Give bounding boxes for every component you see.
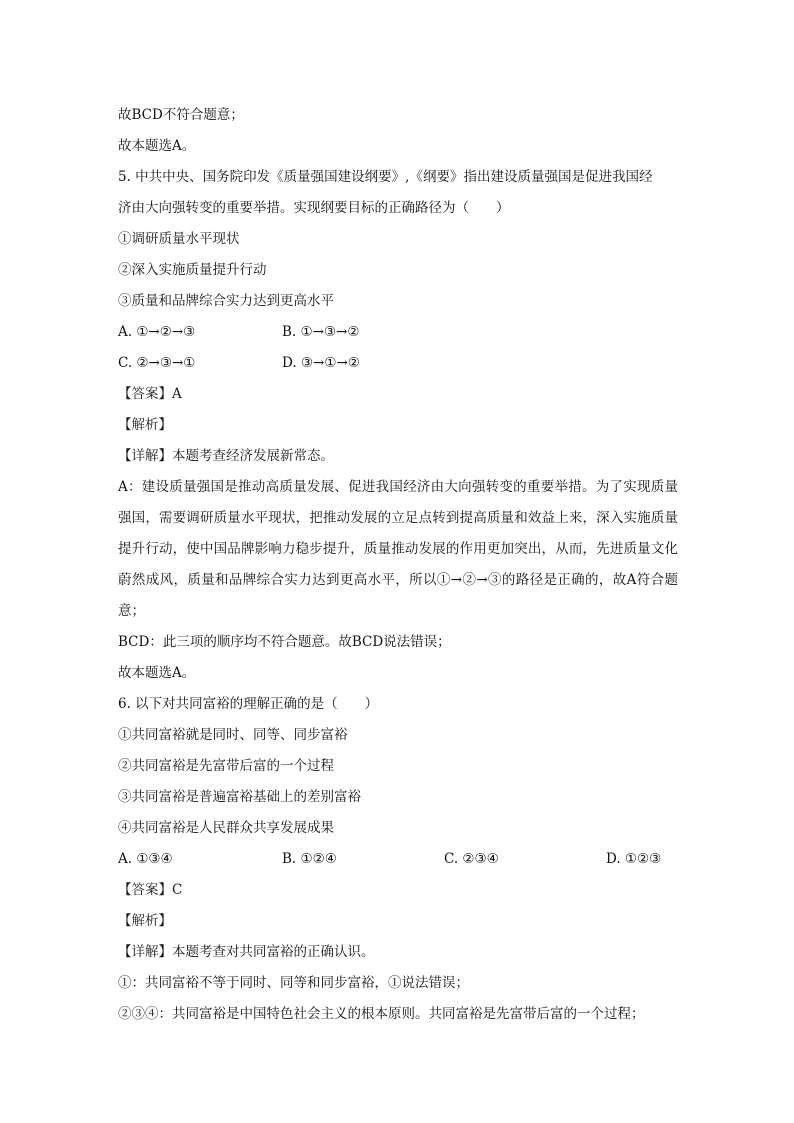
option-b: B. ①→③→② xyxy=(282,324,360,340)
question-6-item: ②共同富裕是先富带后富的一个过程 xyxy=(118,758,334,774)
question-6-item: ①共同富裕就是同时、同等、同步富裕 xyxy=(118,727,348,743)
option-a: A. ①→②→③ xyxy=(118,324,196,340)
question-6-detail: 【详解】本题考查对共同富裕的正确认识。 xyxy=(118,944,375,960)
question-5-explanation-bcd: BCD：此三项的顺序均不符合题意。故BCD说法错误； xyxy=(118,634,451,650)
text-line: 故本题选A。 xyxy=(118,138,196,154)
question-6-answer: 【答案】C xyxy=(118,882,183,898)
question-5-options-row-1 xyxy=(118,317,678,348)
question-5-analysis-label: 【解析】 xyxy=(118,417,172,433)
option-d: D. ①②③ xyxy=(606,851,662,867)
question-5-answer: 【答案】A xyxy=(118,386,182,402)
question-5-stem-line-2: 济由大向强转变的重要举措。实现纲要目标的正确路径为（ ） xyxy=(118,200,510,216)
question-6-explanation-234: ②③④：共同富裕是中国特色社会主义的根本原则。共同富裕是先富带后富的一个过程； xyxy=(118,1006,645,1022)
question-6-options-row xyxy=(118,844,678,875)
question-5-item: ①调研质量水平现状 xyxy=(118,231,240,247)
question-5-detail: 【详解】本题考查经济发展新常态。 xyxy=(118,448,334,464)
question-5-stem-line-1: 5. 中共中央、国务院印发《质量强国建设纲要》,《纲要》指出建设质量强国是促进我国经 xyxy=(118,169,653,185)
option-d: D. ③→①→② xyxy=(282,355,360,371)
question-5-item: ③质量和品牌综合实力达到更高水平 xyxy=(118,293,334,309)
option-c: C. ②→③→① xyxy=(118,355,196,371)
option-b: B. ①②④ xyxy=(282,851,337,867)
question-5-conclusion: 故本题选A。 xyxy=(118,665,196,681)
question-6-item: ④共同富裕是人民群众共享发展成果 xyxy=(118,820,334,836)
question-5-explanation-a: A：建设质量强国是推动高质量发展、促进我国经济由大向强转变的重要举措。为了实现质量强国，需要调研质量水平现状，把推动发展的立足点转到提高质量和效益上来，深入实施质量提升行动，使中国品牌影响力稳步提升，质量推动发展的作用更加突出，从而，先进质量文化蔚然成风，质量和品牌综合实力达到更高水平，所以①→②→③的路径是正确的，故A符合题意； xyxy=(118,479,678,619)
question-6-explanation-1: ①：共同富裕不等于同时、同等和同步富裕，①说法错误； xyxy=(118,975,469,991)
text-line: 故BCD不符合题意； xyxy=(118,107,244,123)
question-6-stem: 6. 以下对共同富裕的理解正确的是（ ） xyxy=(118,696,379,712)
question-5-item: ②深入实施质量提升行动 xyxy=(118,262,267,278)
option-a: A. ①③④ xyxy=(118,851,173,867)
question-6-analysis-label: 【解析】 xyxy=(118,913,172,929)
question-5-options-row-2 xyxy=(118,348,678,379)
document-page xyxy=(118,100,678,1030)
question-6-item: ③共同富裕是普遍富裕基础上的差别富裕 xyxy=(118,789,361,805)
option-c: C. ②③④ xyxy=(444,851,499,867)
